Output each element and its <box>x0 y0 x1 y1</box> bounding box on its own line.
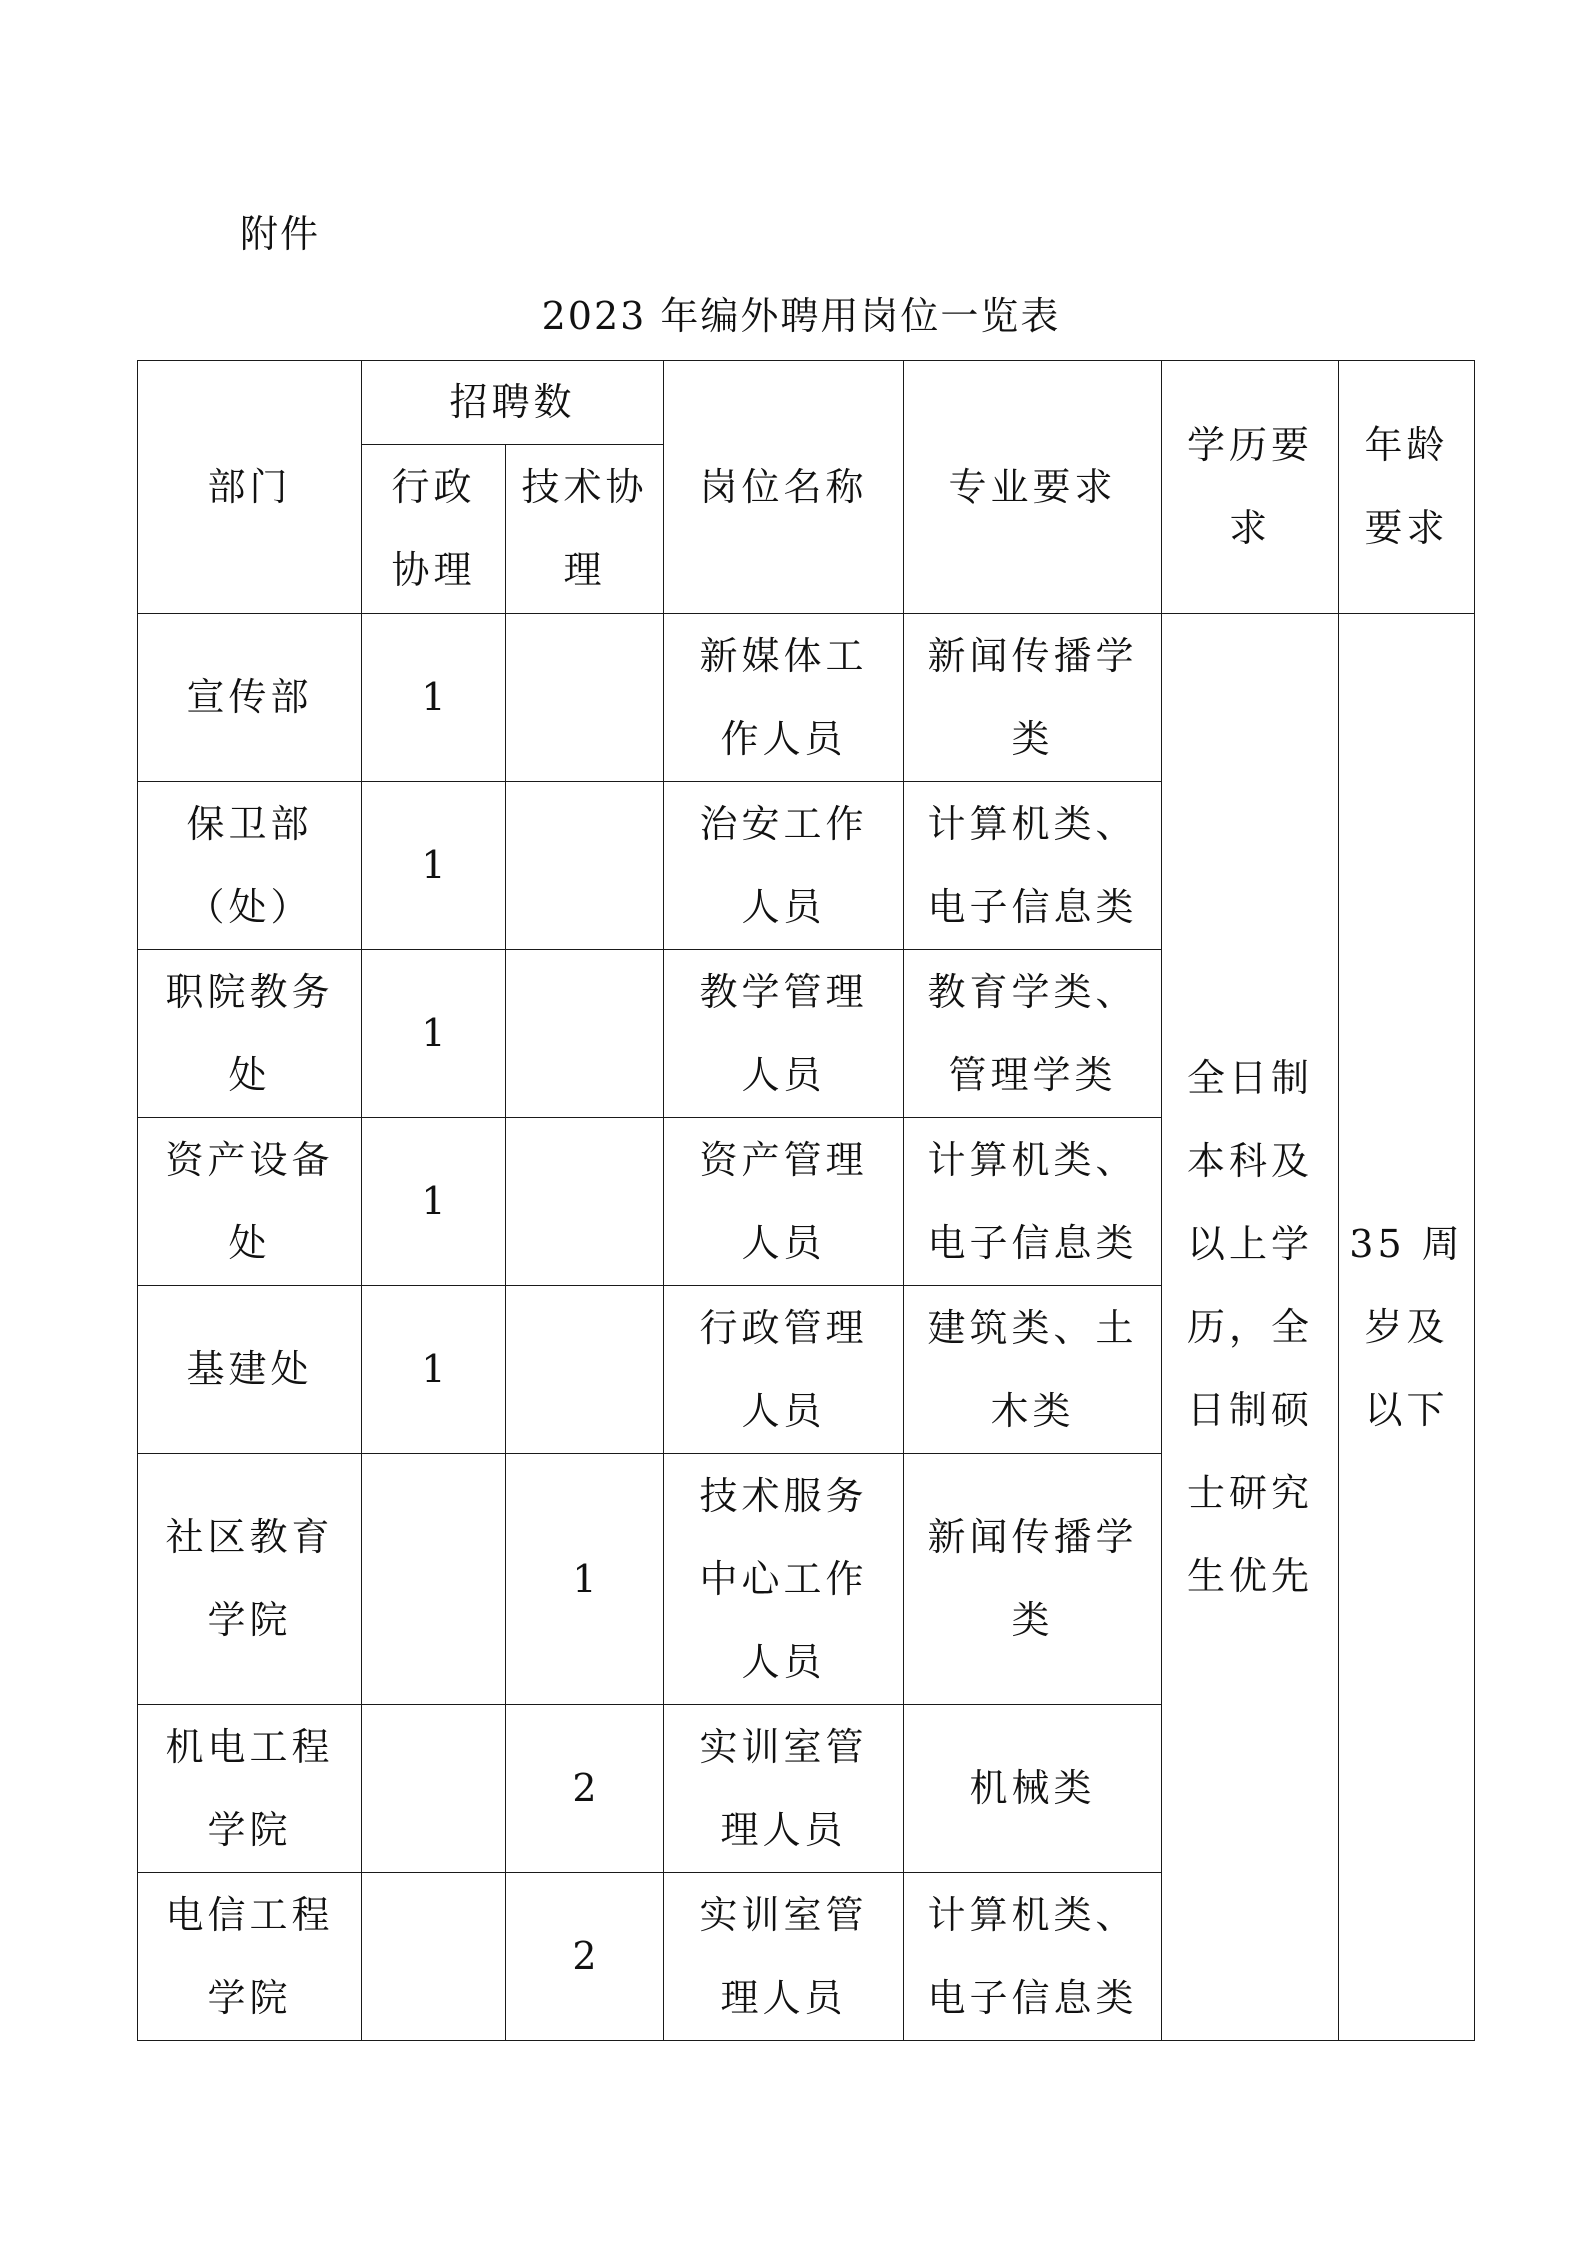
education-requirement-cell: 全日制 本科及 以上学 历，全 日制硕 士研究 生优先 <box>1162 614 1339 2041</box>
tech-count-cell <box>506 1286 664 1454</box>
tech-count-cell: 1 <box>506 1454 664 1705</box>
table-row <box>138 614 1475 782</box>
major-cell: 新闻传播学 类 <box>904 1454 1162 1705</box>
tech-count-cell: 2 <box>506 1705 664 1873</box>
department-cell: 宣传部 <box>138 614 362 782</box>
tech-count-cell <box>506 1118 664 1286</box>
attachment-label: 附件 <box>240 212 321 256</box>
admin-count-cell: 1 <box>362 950 506 1118</box>
department-cell: 机电工程 学院 <box>138 1705 362 1873</box>
department-cell: 电信工程 学院 <box>138 1873 362 2041</box>
major-cell: 计算机类、 电子信息类 <box>904 782 1162 950</box>
header-education: 学历要 求 <box>1162 361 1339 614</box>
position-cell: 实训室管 理人员 <box>664 1873 904 2041</box>
document-title: 2023 年编外聘用岗位一览表 <box>541 294 1061 338</box>
department-cell: 资产设备 处 <box>138 1118 362 1286</box>
header-row-top <box>138 361 1475 445</box>
major-cell: 机械类 <box>904 1705 1162 1873</box>
tech-count-cell <box>506 950 664 1118</box>
header-recruit-count: 招聘数 <box>362 361 664 445</box>
header-position: 岗位名称 <box>664 361 904 614</box>
header-department: 部门 <box>138 361 362 614</box>
tech-count-cell: 2 <box>506 1873 664 2041</box>
header-tech-assistant: 技术协 理 <box>506 445 664 614</box>
major-cell: 计算机类、 电子信息类 <box>904 1873 1162 2041</box>
positions-table <box>137 360 1475 2041</box>
position-cell: 实训室管 理人员 <box>664 1705 904 1873</box>
admin-count-cell: 1 <box>362 1286 506 1454</box>
position-cell: 行政管理 人员 <box>664 1286 904 1454</box>
major-cell: 建筑类、土 木类 <box>904 1286 1162 1454</box>
major-cell: 计算机类、 电子信息类 <box>904 1118 1162 1286</box>
department-cell: 职院教务 处 <box>138 950 362 1118</box>
admin-count-cell: 1 <box>362 782 506 950</box>
position-cell: 新媒体工 作人员 <box>664 614 904 782</box>
major-cell: 教育学类、 管理学类 <box>904 950 1162 1118</box>
header-age: 年龄 要求 <box>1339 361 1475 614</box>
major-cell: 新闻传播学 类 <box>904 614 1162 782</box>
header-major: 专业要求 <box>904 361 1162 614</box>
position-cell: 教学管理 人员 <box>664 950 904 1118</box>
admin-count-cell: 1 <box>362 1118 506 1286</box>
admin-count-cell <box>362 1873 506 2041</box>
position-cell: 技术服务 中心工作 人员 <box>664 1454 904 1705</box>
admin-count-cell <box>362 1454 506 1705</box>
tech-count-cell <box>506 614 664 782</box>
admin-count-cell: 1 <box>362 614 506 782</box>
department-cell: 保卫部 （处） <box>138 782 362 950</box>
department-cell: 基建处 <box>138 1286 362 1454</box>
admin-count-cell <box>362 1705 506 1873</box>
age-requirement-cell: 35 周 岁及 以下 <box>1339 614 1475 2041</box>
position-cell: 资产管理 人员 <box>664 1118 904 1286</box>
header-admin-assistant: 行政 协理 <box>362 445 506 614</box>
tech-count-cell <box>506 782 664 950</box>
department-cell: 社区教育 学院 <box>138 1454 362 1705</box>
position-cell: 治安工作 人员 <box>664 782 904 950</box>
